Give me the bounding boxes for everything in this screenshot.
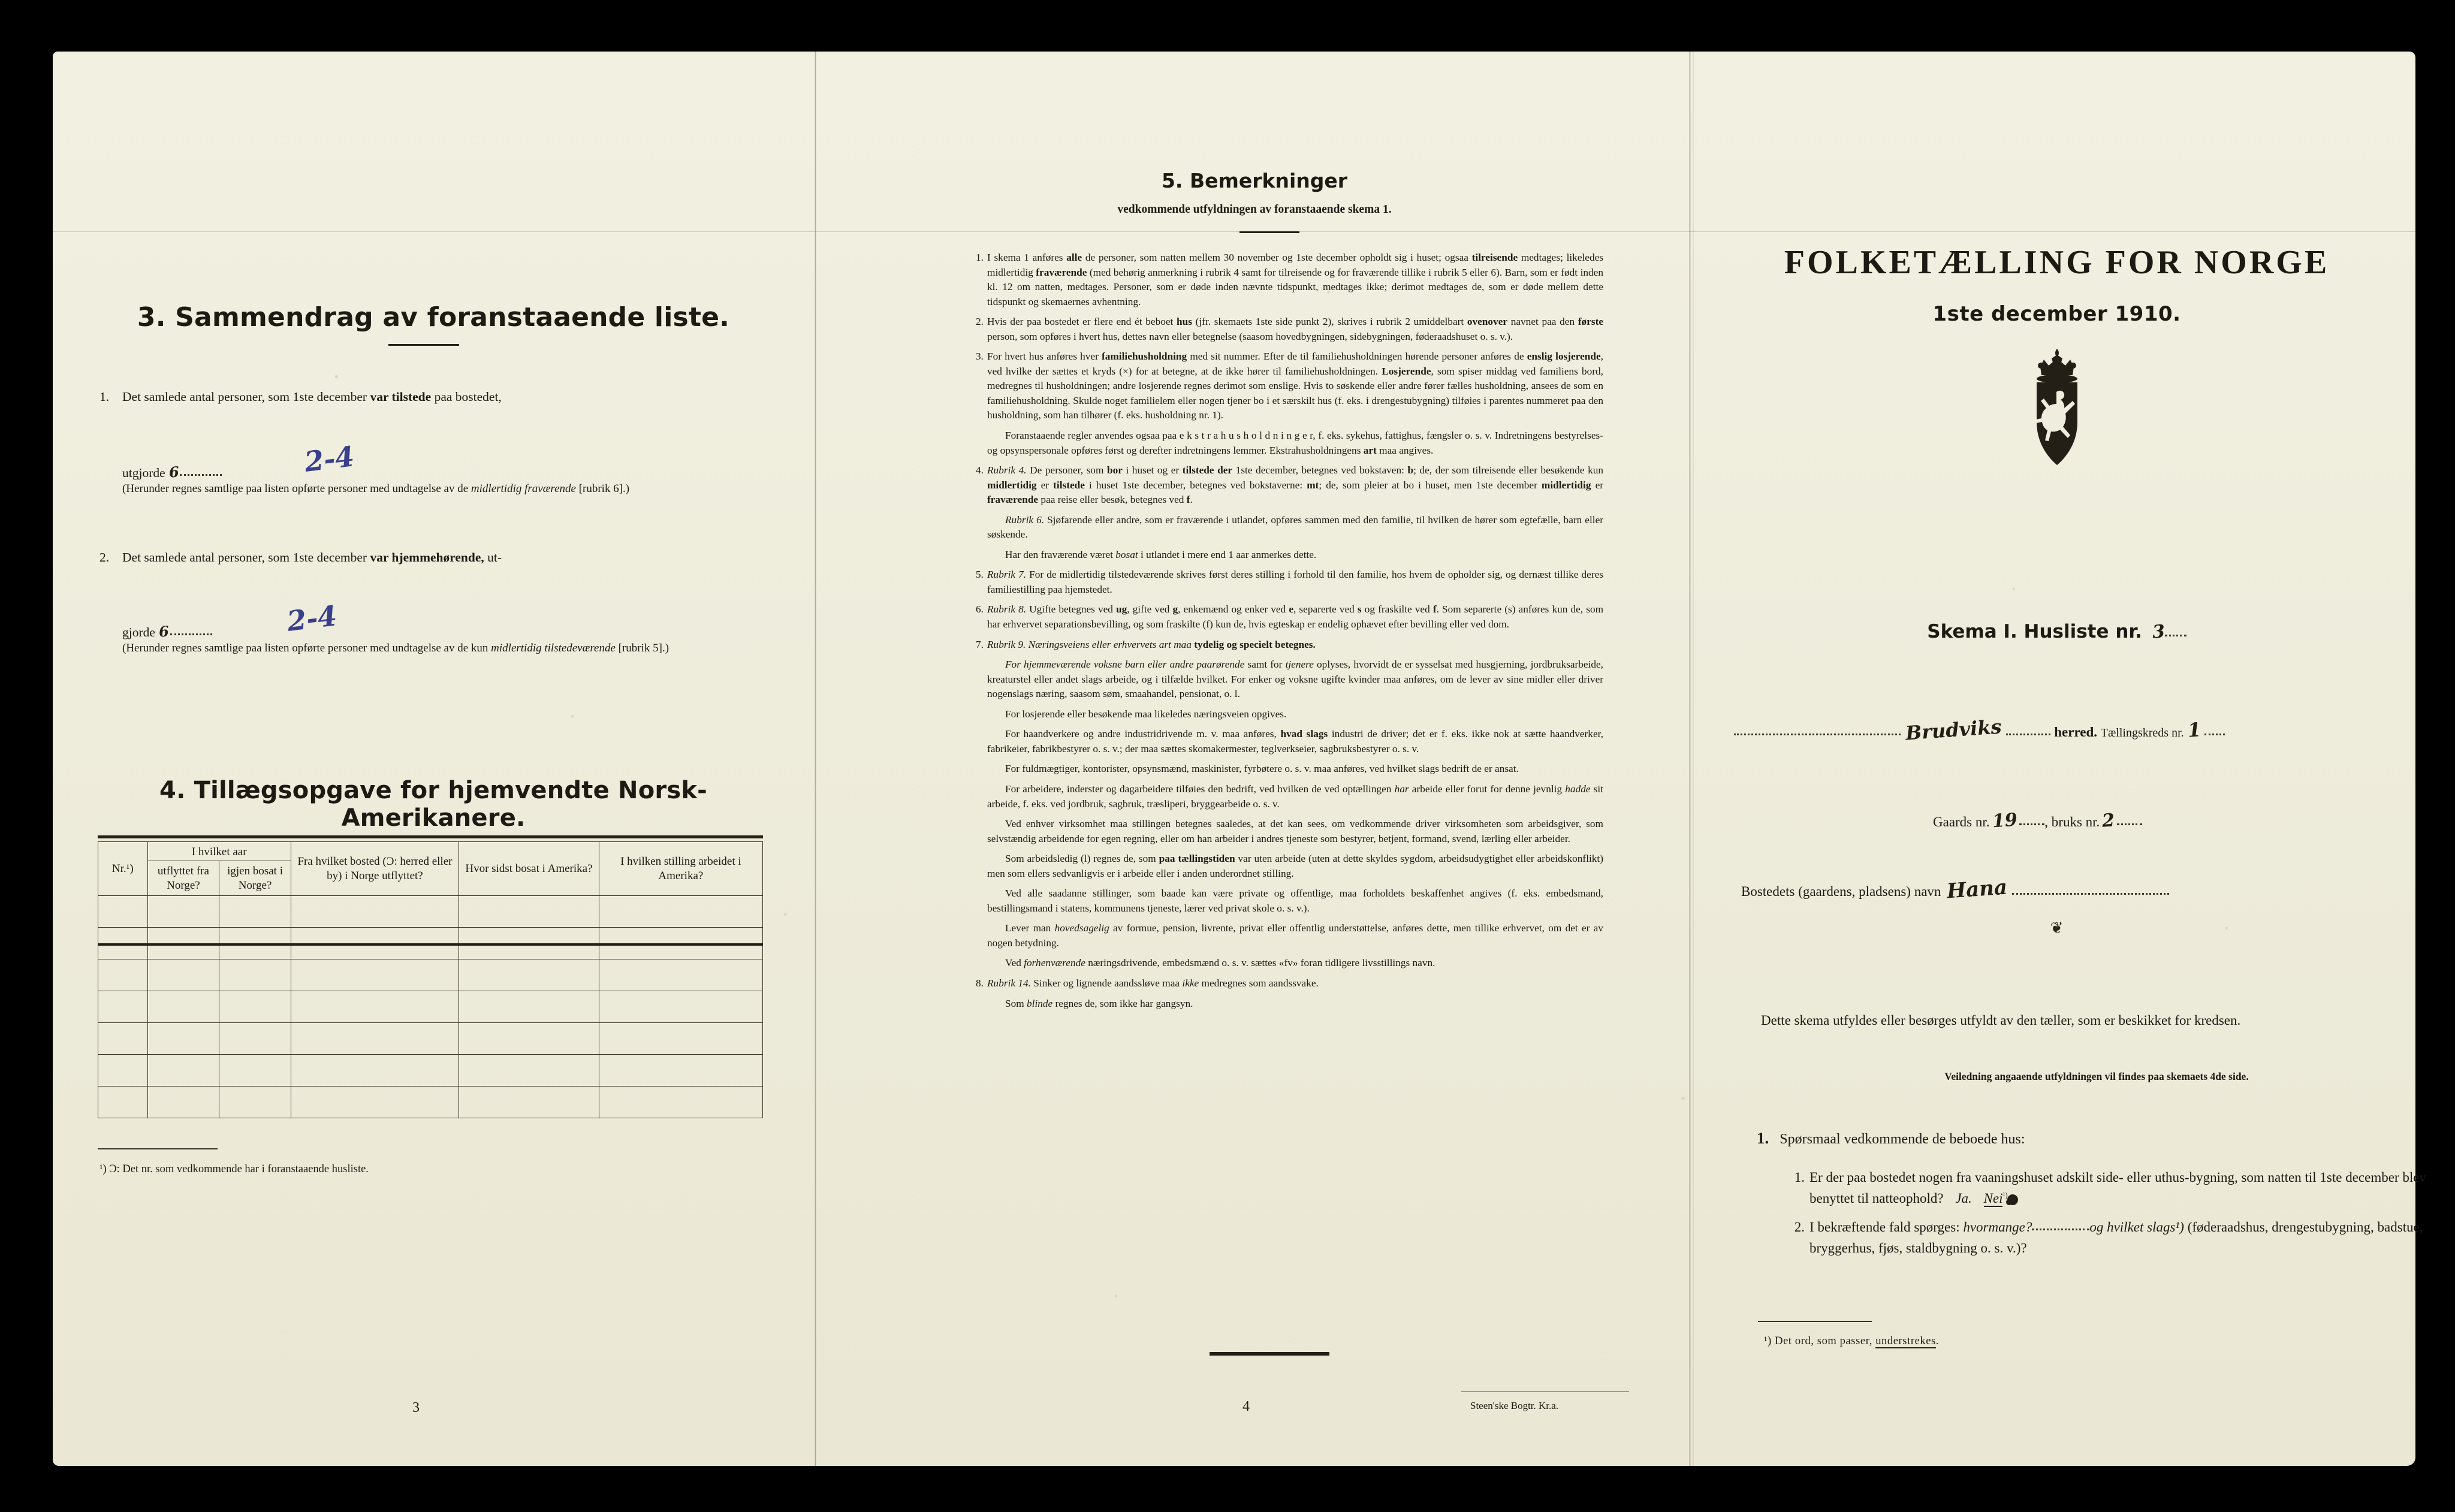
question-item-2 <box>1782 1217 2455 1259</box>
left-page-number: 3 <box>412 1400 420 1416</box>
table-cell[interactable] <box>599 1087 762 1118</box>
summary-item-2-value-line <box>122 598 337 642</box>
question-1-footnote-ref: ¹) <box>2002 1190 2008 1199</box>
bemerkning-continuation: Som blinde regnes de, som ikke har gangsyn. <box>1005 997 1193 1009</box>
question-2-number: 2. <box>1794 1220 1805 1235</box>
item-1-number: 1. <box>99 390 110 404</box>
item-2-note-italic: midlertidig tilstedeværende <box>491 642 616 654</box>
table-cell[interactable] <box>98 896 148 928</box>
col-header-group-year: I hvilket aar <box>147 842 291 861</box>
table-cell[interactable] <box>219 1023 291 1055</box>
table-cell[interactable] <box>98 959 148 991</box>
question-list <box>1782 1167 2455 1267</box>
taellingskreds-value: 1 <box>2186 718 2202 742</box>
item-2-filled-value: 6 <box>158 622 170 641</box>
center-page <box>820 52 1689 1466</box>
bemerkning-number: 8. <box>976 977 984 989</box>
left-footnote: ¹) Ɔ: Det nr. som vedkommende har i foranstaaende husliste. <box>99 1163 369 1175</box>
item-2-number: 2. <box>99 550 110 565</box>
table-row[interactable] <box>98 991 763 1023</box>
table-cell[interactable] <box>147 959 219 991</box>
section-4-heading: 4. Tillægsopgave for hjemvendte Norsk-Amerikanere. <box>159 777 707 832</box>
item-1-handwriting: 2-4 <box>302 440 356 478</box>
bemerkning-continuation: Rubrik 6. Sjøfarende eller andre, som er fraværende i utlandet, opføres sammen med den familie, til hvilken de hører som egtefælle, barn eller søskende. <box>987 514 1603 541</box>
bemerkning-continuation: Har den fraværende været bosat i utlandet i mere end 1 aar anmerkes dette. <box>1005 548 1317 560</box>
bruks-dotted-blank <box>2117 823 2142 825</box>
bemerkning-numbered: 3. For hvert hus anføres hver familiehusholdning med sit nummer. Efter de til familiehusholdningen hørende personer anføres de enslig losjerende, ved hvilke der sættes et kryds (×) for at betegne, at de ikke hører til familiehusholdningen. Losjerende, som spiser middag ved familiens bord, medregnes til husholdningen; andre losjerende regnes derimot som enslige. Hvis to søskende eller andre fører fælles husholdning, ansees de som en familiehusholdning. Skulde noget familielem eller nogen tjener bo i et særskilt hus (f. eks. i drengestubygning) tilføies i parentes nummeret paa den husholdning, som han tilhører (f. eks. husholdning nr. 1). <box>967 349 1603 423</box>
bemerkning-number: 6. <box>976 603 984 615</box>
col-header-occupation: I hvilken stilling arbeidet i Amerika? <box>599 842 762 896</box>
right-footnote-period: . <box>1935 1335 1940 1347</box>
right-footnote <box>1764 1335 1939 1348</box>
table-cell[interactable] <box>98 1087 148 1118</box>
section-3-rule <box>388 344 459 346</box>
table-row[interactable] <box>98 896 763 928</box>
section-5-heading: 5. Bemerkninger <box>1161 169 1348 192</box>
herred-line <box>1734 715 2441 745</box>
center-bottom-rule <box>1210 1352 1329 1356</box>
summary-item-2 <box>99 548 783 567</box>
right-veiledning-note: Veiledning angaaende utfyldningen vil findes paa skemaets 4de side. <box>1944 1070 2249 1082</box>
bostedets-line <box>1741 875 2448 904</box>
summary-item-1-note <box>122 481 786 498</box>
section-3-heading: 3. Sammendrag av foranstaaende liste. <box>137 302 730 333</box>
table-cell[interactable] <box>219 959 291 991</box>
table-cell[interactable] <box>459 1055 599 1087</box>
right-footnote-underlined: understrekes <box>1875 1335 1936 1347</box>
item-2-note-text: (Herunder regnes samtlige paa listen opførte personer med undtagelse av de kun <box>122 642 488 654</box>
bemerkning-numbered: 2. Hvis der paa bostedet er flere end ét beboet hus (jfr. skemaets 1ste side punkt 2), skrives i rubrik 2 umiddelbart ovenover navnet paa den første person, som opføres i hvert hus, dettes navn eller betegnelse (saasom hovedbygningen, sidebygningen, føderaadshuset o. s. v.). <box>967 315 1603 344</box>
ink-blot-mark <box>2007 1194 2018 1205</box>
table-cell[interactable] <box>459 991 599 1023</box>
question-2-dotted-blank[interactable] <box>2032 1229 2089 1230</box>
page-gutter-left <box>815 52 816 1466</box>
summary-item-2-note <box>122 640 786 657</box>
taellingskreds-label: Tællingskreds nr. <box>2100 726 2184 740</box>
table-cell[interactable] <box>459 896 599 928</box>
left-footnote-rule <box>98 1148 218 1149</box>
table-cell[interactable] <box>291 959 459 991</box>
col-header-nr: Nr.¹) <box>98 842 148 896</box>
fleuron-ornament-icon: ❦ <box>2050 919 2064 937</box>
skema-label: Skema I. Husliste nr. <box>1927 621 2143 642</box>
bemerkning-continuation: Ved alle saadanne stillinger, som baade kan være private og offentlige, maa forholdets beskaffenhet angives (f. eks. embedsmand, bestillingsmand i statens, kommunens tjeneste, lærer ved privat skole o. s. v.). <box>987 888 1603 914</box>
table-cell[interactable] <box>147 991 219 1023</box>
bemerkning-continuation: Ved forhenværende næringsdrivende, embedsmænd o. s. v. sættes «fv» foran tidligere livsstillings navn. <box>1005 957 1435 969</box>
bemerkning-continuation: Ved enhver virksomhet maa stillingen betegnes saaledes, at det kan sees, om vedkommende driver virksomheten som arbeidsgiver, som selvstændig arbeidende for egen regning, eller om han arbeider i andres tjeneste som bestyrer, betjent, formand, svend, lærling eller arbeider. <box>987 818 1603 844</box>
bostedets-value: Hana <box>1946 875 2008 904</box>
page-title: FOLKETÆLLING FOR NORGE <box>1784 244 2330 281</box>
bostedets-dotted-blank <box>2012 893 2169 895</box>
item-2-line-label: gjorde <box>122 625 155 639</box>
bemerkning-number: 5. <box>976 569 984 581</box>
table-cell[interactable] <box>599 959 762 991</box>
item-2-note-end: [rubrik 5].) <box>618 642 669 654</box>
item-1-note-italic: midlertidig fraværende <box>471 482 576 495</box>
table-cell[interactable] <box>459 959 599 991</box>
bemerkning-continuation: For haandverkere og andre industridrivende m. v. maa anføres, hvad slags industri de driver; det er f. eks. ikke nok at sætte haandverker, fabrikeier, fabrikbestyrer o. s. v.; der maa sættes skomakermester, teglverkseier, sagbruksbestyrer o. s. v. <box>987 728 1604 755</box>
table-header-row-1 <box>98 842 763 861</box>
table-cell[interactable] <box>98 1023 148 1055</box>
table-cell[interactable] <box>459 1023 599 1055</box>
table-cell[interactable] <box>291 1087 459 1118</box>
bemerkning-numbered: 6. Rubrik 8. Ugifte betegnes ved ug, gifte ved g, enkemænd og enker ved e, separerte ved s og fraskilte ved f. Som separerte (s) anføres kun de, som har erhvervet separationsbevilling, og som fraskilte (f) kun de, hvis egteskap er endelig ophævet efter bevilling eller ved dom. <box>967 602 1603 632</box>
document-sheet <box>53 52 2426 1466</box>
left-page <box>53 52 815 1466</box>
bruks-label: , bruks nr. <box>2044 814 2100 829</box>
bemerkning-number: 1. <box>976 252 984 263</box>
bemerkning-continuation: Lever man hovedsagelig av formue, pension, livrente, privat eller offentlig understøttelse, anføres dette, men tillike erhvervet, om det er av nogen betydning. <box>987 922 1603 949</box>
item-1-dotted-blank <box>180 474 222 476</box>
herred-value: Brudviks <box>1904 715 2002 745</box>
bemerkninger-body <box>967 251 1603 1016</box>
question-group-1-label: Spørsmaal vedkommende de beboede hus: <box>1780 1131 2025 1147</box>
table-cell[interactable] <box>147 896 219 928</box>
section-5-subheading: vedkommende utfyldningen av foranstaaende skema 1. <box>1117 203 1392 216</box>
taellingskreds-dotted-blank <box>2204 734 2225 735</box>
norsk-amerikanere-table <box>98 841 763 1118</box>
item-1-text-bold: var tilstede <box>370 390 432 404</box>
bemerkning-number: 2. <box>976 316 984 328</box>
col-header-resettled-year: igjen bosat i Norge? <box>219 861 291 896</box>
bemerkning-continuation: Foranstaaende regler anvendes ogsaa paa e k s t r a h u s h o l d n i n g e r, f. eks. sykehus, fattighus, fængsler o. s. v. Indretningens bestyrelses- og opsynspersonale opføres først og derefter indretningens lemmer. Ekstrahusholdningens art maa angives. <box>987 430 1603 456</box>
bruks-value: 2 <box>2101 810 2116 832</box>
table-cell[interactable] <box>599 1055 762 1087</box>
question-2-italic-b: og hvilket slags¹) <box>2089 1220 2184 1235</box>
item-2-text-before: Det samlede antal personer, som 1ste december <box>122 550 367 565</box>
gaards-label: Gaards nr. <box>1933 814 1990 829</box>
herred-dotted-blank-post <box>2006 734 2050 735</box>
col-header-last-place: Hvor sidst bosat i Amerika? <box>459 842 599 896</box>
table-cell[interactable] <box>291 991 459 1023</box>
col-header-from-place: Fra hvilket bosted (Ɔ: herred eller by) i Norge utflyttet? <box>291 842 459 896</box>
table-head <box>98 842 763 896</box>
bemerkning-numbered: 4. Rubrik 4. De personer, som bor i huset og er tilstede der 1ste december, betegnes ved bokstaven: b; de, der som tilreisende eller besøkende kun midlertidig er tilstede i huset 1ste december, betegnes ved bokstaverne: mt; de, som pleier at bo i huset, men 1ste december midlertidig er fraværende paa reise eller besøk, betegnes ved f. <box>967 463 1603 508</box>
item-1-text-before: Det samlede antal personer, som 1ste december <box>122 390 367 404</box>
question-2-italic-a: hvormange? <box>1963 1220 2032 1235</box>
right-page <box>1698 52 2426 1466</box>
question-item-1 <box>1782 1167 2455 1209</box>
right-footnote-rule <box>1758 1321 1872 1322</box>
table-top-rule <box>98 835 763 838</box>
table-row[interactable] <box>98 1055 763 1087</box>
bemerkning-continuation: For fuldmægtiger, kontorister, opsynsmænd, maskinister, fyrbøtere o. s. v. maa anføres, ved hvilket slags bedrift de er ansat. <box>1005 763 1519 775</box>
table-cell[interactable] <box>291 896 459 928</box>
bemerkning-continuation: For losjerende eller besøkende maa likeledes næringsveien opgives. <box>1005 708 1287 720</box>
herred-label: herred. <box>2054 725 2097 740</box>
husliste-dotted-blank <box>2165 635 2186 636</box>
summary-item-1 <box>99 387 783 406</box>
table-cell[interactable] <box>599 896 762 928</box>
table-row[interactable] <box>98 1023 763 1055</box>
table-cell[interactable] <box>147 1087 219 1118</box>
table-header-rule <box>98 943 763 946</box>
section-5-rule <box>1239 231 1299 233</box>
item-2-text-bold: var hjemmehørende, <box>370 550 484 565</box>
question-1-text: Er der paa bostedet nogen fra vaaningshuset adskilt side- eller uthus-bygning, som natten til 1ste december blev benyttet til natteophold? <box>1809 1170 2426 1206</box>
bemerkning-numbered: 7. Rubrik 9. Næringsveiens eller erhvervets art maa tydelig og specielt betegnes. <box>967 638 1603 653</box>
col-header-emigrated-year: utflyttet fra Norge? <box>147 861 219 896</box>
item-1-note-end: [rubrik 6].) <box>578 482 630 495</box>
question-1-number: 1. <box>1794 1170 1805 1185</box>
page-gutter-right-secondary <box>1693 52 1694 1466</box>
table-row[interactable] <box>98 959 763 991</box>
table-cell[interactable] <box>599 1023 762 1055</box>
table-body <box>98 896 763 1118</box>
bemerkning-number: 7. <box>976 638 984 650</box>
bemerkning-numbered: 8. Rubrik 14. Sinker og lignende aandssløve maa ikke medregnes som aandssvake. <box>967 976 1603 991</box>
item-2-handwriting: 2-4 <box>285 599 339 638</box>
table-row[interactable] <box>98 1087 763 1118</box>
gaards-bruks-line <box>1933 810 2142 831</box>
item-2-dotted-blank <box>170 633 212 635</box>
table-cell[interactable] <box>219 991 291 1023</box>
bemerkning-continuation: For arbeidere, inderster og dagarbeidere tilføies den bedrift, ved hvilken de ved optællingen har arbeide eller forut for denne jevnlig hadde sit arbeide, f. eks. ved jordbruk, sagbruk, træsliperi, bryggearbeide o. s. v. <box>987 783 1604 810</box>
table-cell[interactable] <box>291 1055 459 1087</box>
table-cell[interactable] <box>98 1055 148 1087</box>
center-page-number: 4 <box>1242 1399 1250 1414</box>
bemerkning-number: 4. <box>976 464 984 476</box>
herred-dotted-blank-pre <box>1734 734 1901 735</box>
right-footnote-text: ¹) Det ord, som passer, <box>1764 1335 1876 1347</box>
skema-heading <box>1698 621 2415 642</box>
gaards-value: 19 <box>1991 809 2018 832</box>
question-1-option-no[interactable]: Nei <box>1983 1190 2003 1206</box>
summary-item-1-value-line <box>122 439 354 483</box>
item-1-text-after: paa bostedet, <box>434 390 502 404</box>
table-cell[interactable] <box>291 1023 459 1055</box>
coat-of-arms-icon <box>1698 345 2415 486</box>
table-cell[interactable] <box>219 1055 291 1087</box>
item-1-note-text: (Herunder regnes samtlige paa listen opførte personer med undtagelse av de <box>122 482 469 495</box>
table-cell[interactable] <box>459 1087 599 1118</box>
gaards-dotted-blank <box>2019 823 2044 825</box>
table-cell[interactable] <box>219 1087 291 1118</box>
table-cell[interactable] <box>147 1023 219 1055</box>
table-cell[interactable] <box>599 991 762 1023</box>
table-cell[interactable] <box>219 896 291 928</box>
bemerkning-continuation: For hjemmeværende voksne barn eller andre paarørende samt for tjenere oplyses, hvorvidt de er sysselsat med husgjerning, jordbruksarbeide, kreaturstel eller andet slags arbeide, og i tilfælde hvilket. For enker og voksne ugifte kvinder maa anføres, om de lever av sine midler eller driver nogenslags næring, saasom søm, smaahandel, pensionat, o. l. <box>987 659 1603 700</box>
page-gutter-right <box>1689 52 1691 1466</box>
item-1-line-label: utgjorde <box>122 466 165 480</box>
question-2-text-a: I bekræftende fald spørges: <box>1809 1220 1960 1235</box>
bemerkning-numbered: 5. Rubrik 7. For de midlertidig tilstedeværende skrives først deres stilling i forhold til den familie, hos hvem de opholder sig, og dernæst tillike deres familiestilling paa hjemstedet. <box>967 568 1603 597</box>
question-2-text-b: (føderaadshus, drengestubygning, badstue, bryggerhus, fjøs, staldbygning o. s. v.)? <box>1809 1220 2423 1256</box>
right-intro-text: Dette skema utfyldes eller besørges utfyldt av den tæller, som er beskikket for kredsen. <box>1761 1013 2241 1028</box>
printer-imprint: Steen'ske Bogtr. Kr.a. <box>1470 1400 1559 1411</box>
question-1-option-yes[interactable]: Ja. <box>1955 1190 1972 1206</box>
bemerkning-numbered: 1. I skema 1 anføres alle de personer, som natten mellem 30 november og 1ste december opholdt sig i huset; ogsaa tilreisende medtages; likeledes midlertidig fraværende (med behørig anmerkning i rubrik 4 samt for tilreisende og for fraværende tillike i rubrik 5 eller 6). Barn, som er født inden kl. 12 om natten, medtages. Personer, som er døde inden nævnte tidspunkt, medtages ikke; derimot medtages de, som er døde mellem dette tidspunkt og skemaernes avhentning. <box>967 251 1603 309</box>
item-2-text-after: ut- <box>487 550 502 565</box>
question-group-1-heading <box>1757 1129 2452 1148</box>
bostedets-label: Bostedets (gaardens, pladsens) navn <box>1741 884 1941 899</box>
bemerkning-continuation: Som arbeidsledig (l) regnes de, som paa tællingstiden var uten arbeide (uten at dette skyldes sygdom, arbeidsudygtighet eller arbeidskonflikt) men som ellers sedvanligvis er i arbeide eller i anden underordnet stilling. <box>987 853 1603 879</box>
bemerkning-number: 3. <box>976 351 984 363</box>
husliste-number: 3 <box>2151 621 2166 643</box>
census-date: 1ste december 1910. <box>1932 302 2181 326</box>
item-1-filled-value: 6 <box>168 463 180 481</box>
table-cell[interactable] <box>147 1055 219 1087</box>
table-cell[interactable] <box>98 991 148 1023</box>
question-group-1-number: 1. <box>1757 1129 1769 1147</box>
